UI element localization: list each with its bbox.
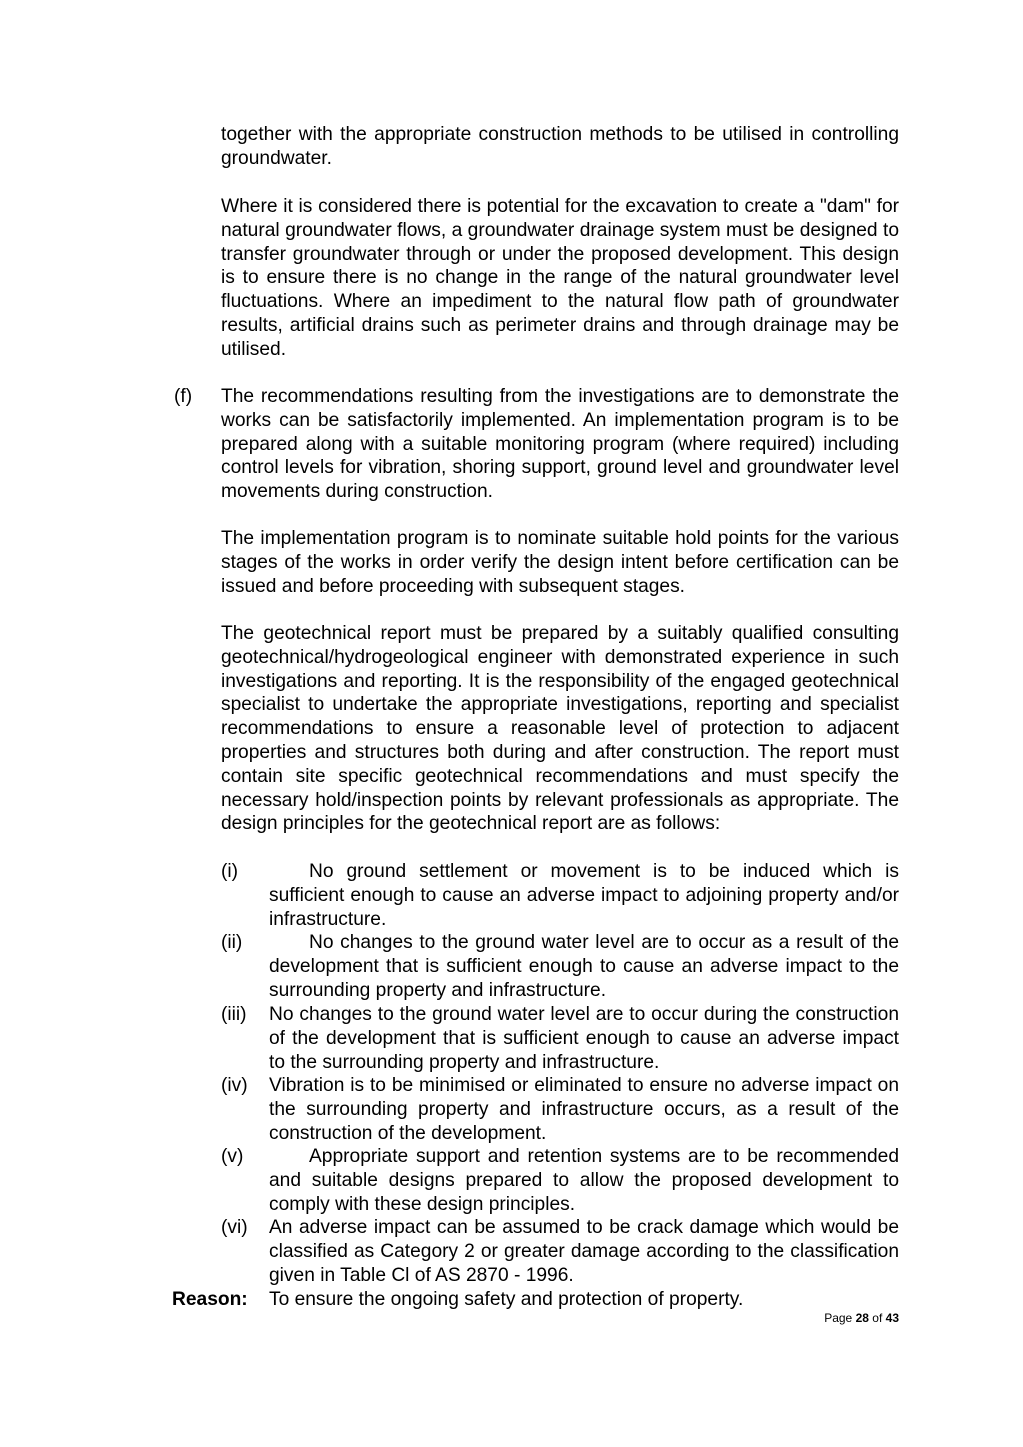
principle-marker: (iii)	[221, 1004, 247, 1025]
page-of: of	[872, 1311, 883, 1325]
page-number: 28	[855, 1311, 869, 1325]
principle-marker: (iv)	[221, 1075, 248, 1096]
principle-marker: (vi)	[221, 1217, 248, 1238]
geotech-paragraph: The geotechnical report must be prepared by a suitably qualified consulting geotechnical/hydrogeological engineer with demonstrated experience in such investigations and reporting. It is the responsibility of the engaged geotechnical specialist to undertake the appropriate investigations, reporting and specialist recommendations to ensure a reasonable level of protection to adjacent properties and structures both during and after construction. The report must contain site specific geotechnical recommendations and must specify the necessary hold/inspection points by relevant professionals as appropriate. The design principles for the geotechnical report are as follows:	[221, 623, 899, 835]
principle-marker: (i)	[221, 861, 239, 882]
reason-label: Reason:	[172, 1289, 248, 1310]
principle-marker: (v)	[221, 1146, 244, 1167]
principle-text: No changes to the ground water level are to occur as a result of the development that is sufficient enough to cause an adverse impact to the surrounding property and infrastructure.	[269, 932, 899, 1001]
principle-text: No ground settlement or movement is to be induced which is sufficient enough to cause an adverse impact to adjoining property and/or infrastructure.	[269, 861, 899, 930]
principle-text: No changes to the ground water level are to occur during the construction of the development that is sufficient enough to cause an adverse impact to the surrounding property and infrastructure.	[269, 1004, 899, 1073]
item-f-marker: (f)	[174, 386, 193, 407]
principle-text: An adverse impact can be assumed to be crack damage which would be classified as Category 2 or greater damage according to the classification given in Table Cl of AS 2870 - 1996.	[269, 1217, 899, 1286]
hold-points-paragraph: The implementation program is to nominate suitable hold points for the various stages of the works in order verify the design intent before certification can be issued and before proceeding with subsequent stages.	[221, 528, 899, 597]
page-total: 43	[885, 1311, 899, 1325]
principle-marker: (ii)	[221, 932, 243, 953]
intro-paragraph: together with the appropriate construction methods to be utilised in controlling groundwater.	[221, 124, 899, 169]
reason-text: To ensure the ongoing safety and protection of property.	[269, 1289, 744, 1310]
principle-text: Vibration is to be minimised or eliminated to ensure no adverse impact on the surrounding property and infrastructure occurs, as a result of the construction of the development.	[269, 1075, 899, 1144]
dam-paragraph: Where it is considered there is potential for the excavation to create a "dam" for natural groundwater flows, a groundwater drainage system must be designed to transfer groundwater through or under the proposed development. This design is to ensure there is no change in the range of the natural groundwater level fluctuations. Where an impediment to the natural flow path of groundwater results, artificial drains such as perimeter drains and through drainage may be utilised.	[221, 196, 899, 360]
item-f-text: The recommendations resulting from the investigations are to demonstrate the works can be satisfactorily implemented. An implementation program is to be prepared along with a suitable monitoring program (where required) including control levels for vibration, shoring support, ground level and groundwater level movements during construction.	[221, 386, 899, 503]
page-prefix: Page	[824, 1311, 853, 1325]
page-number-footer	[800, 1311, 899, 1325]
principle-text: Appropriate support and retention systems are to be recommended and suitable designs prepared to allow the proposed development to comply with these design principles.	[269, 1146, 899, 1215]
